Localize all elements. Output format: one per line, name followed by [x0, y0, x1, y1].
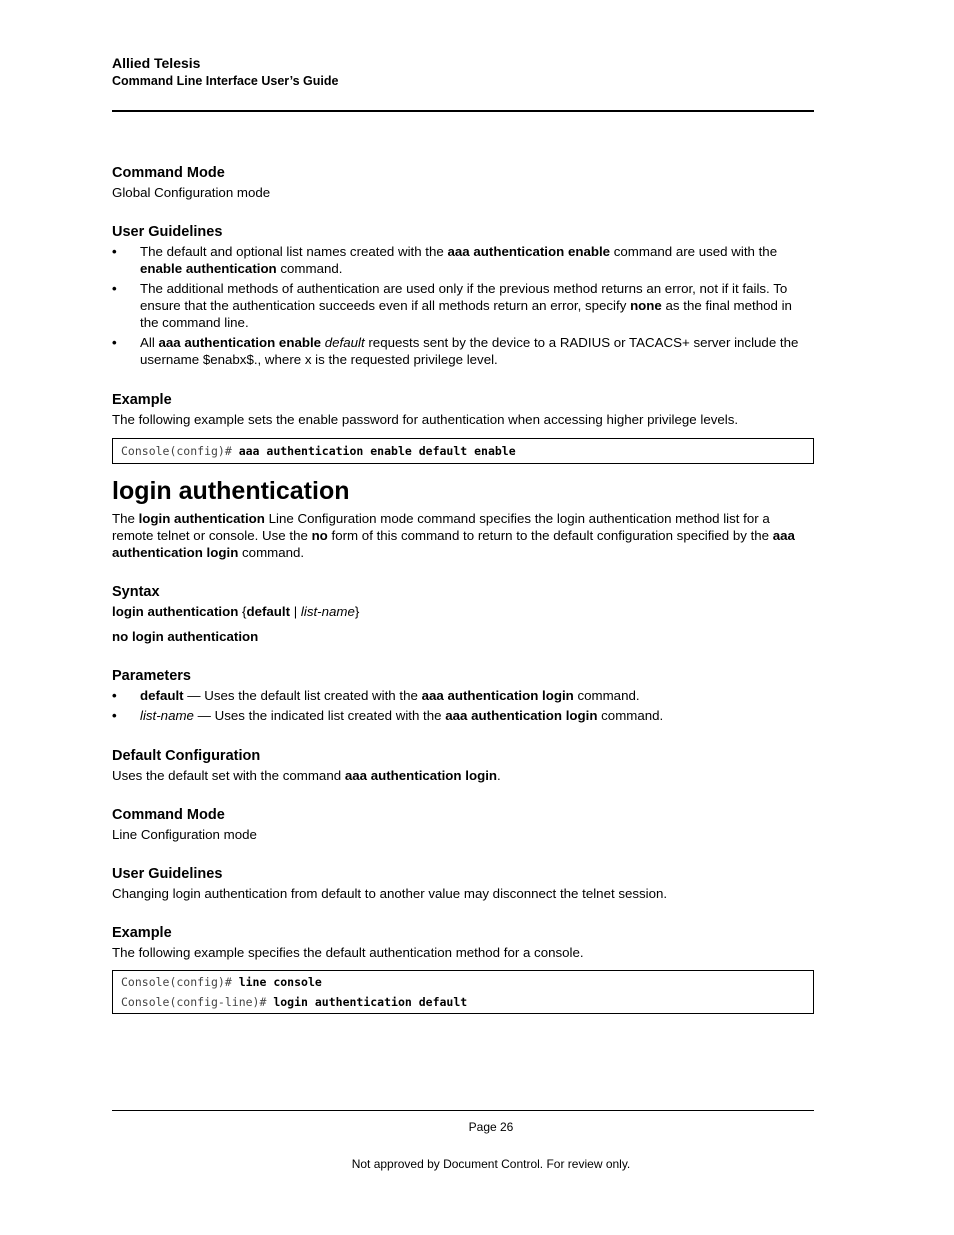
syntax-heading: Syntax	[112, 584, 160, 600]
document-body	[112, 164, 814, 1014]
example-heading: Example	[112, 925, 172, 941]
bullet-icon: •	[112, 335, 117, 350]
code-line	[121, 972, 805, 992]
list-item: • list-name — Uses the indicated list created with the aaa authentication login command.	[112, 708, 664, 723]
list-item: • All aaa authentication enable default requests sent by the device to a RADIUS or TACACS+ server include the username $enabx$., where x is the requested privilege level.	[112, 335, 799, 367]
command-mode-text: Global Configuration mode	[112, 185, 271, 200]
example-text: The following example specifies the default authentication method for a console.	[112, 945, 584, 960]
list-item: • The additional methods of authentication are used only if the previous method returns an error, not if it fails. To ensure that the authentication succeeds even if all methods return an error, specify none as the final method in the command line.	[112, 281, 792, 330]
code-prompt: Console(config)#	[121, 444, 239, 458]
code-block	[112, 438, 814, 464]
bullet-icon: •	[112, 708, 117, 723]
user-guidelines-text: Changing login authentication from default to another value may disconnect the telnet session.	[112, 886, 668, 901]
header-divider	[112, 110, 814, 112]
syntax-line: login authentication {default | list-name}	[112, 604, 360, 619]
footer-divider	[112, 1110, 814, 1111]
guidelines-list	[112, 243, 814, 368]
page-number: Page 26	[468, 1120, 514, 1134]
default-config-heading: Default Configuration	[112, 748, 261, 764]
syntax-no-line: no login authentication	[112, 629, 259, 644]
code-command: aaa authentication enable default enable	[238, 444, 516, 458]
default-config-text: Uses the default set with the command aaa authentication login.	[112, 768, 501, 783]
bullet-icon: •	[112, 281, 117, 296]
header-company: Allied Telesis	[112, 55, 201, 71]
command-mode-heading: Command Mode	[112, 165, 225, 181]
example-text: The following example sets the enable password for authentication when accessing higher privilege levels.	[112, 412, 739, 427]
code-prompt: Console(config-line)#	[121, 995, 274, 1009]
command-mode-text: Line Configuration mode	[112, 827, 257, 842]
page-header	[112, 55, 814, 89]
parameters-list	[112, 687, 814, 724]
bullet-icon: •	[112, 244, 117, 259]
code-command: line console	[238, 975, 322, 989]
header-guide-title: Command Line Interface User’s Guide	[112, 74, 339, 88]
parameters-heading: Parameters	[112, 668, 191, 684]
user-guidelines-heading: User Guidelines	[112, 224, 223, 240]
example-heading: Example	[112, 392, 172, 408]
code-prompt: Console(config)#	[121, 975, 239, 989]
command-mode-heading: Command Mode	[112, 807, 225, 823]
section-title: login authentication	[112, 477, 350, 505]
bullet-icon: •	[112, 688, 117, 703]
intro-paragraph: The login authentication Line Configuration mode command specifies the login authentication method list for a remote telnet or console. Use the no form of this command to return to the default configuration specified by the aaa authentication login command.	[112, 511, 795, 560]
list-item: • default — Uses the default list created with the aaa authentication login command.	[112, 688, 640, 703]
user-guidelines-heading: User Guidelines	[112, 866, 223, 882]
code-command: login authentication default	[273, 995, 468, 1009]
list-item: • The default and optional list names created with the aaa authentication enable command are used with the enable authentication command.	[112, 244, 778, 276]
code-block	[112, 970, 814, 1014]
code-line	[121, 992, 805, 1012]
footer-note: Not approved by Document Control. For review only.	[351, 1157, 631, 1171]
